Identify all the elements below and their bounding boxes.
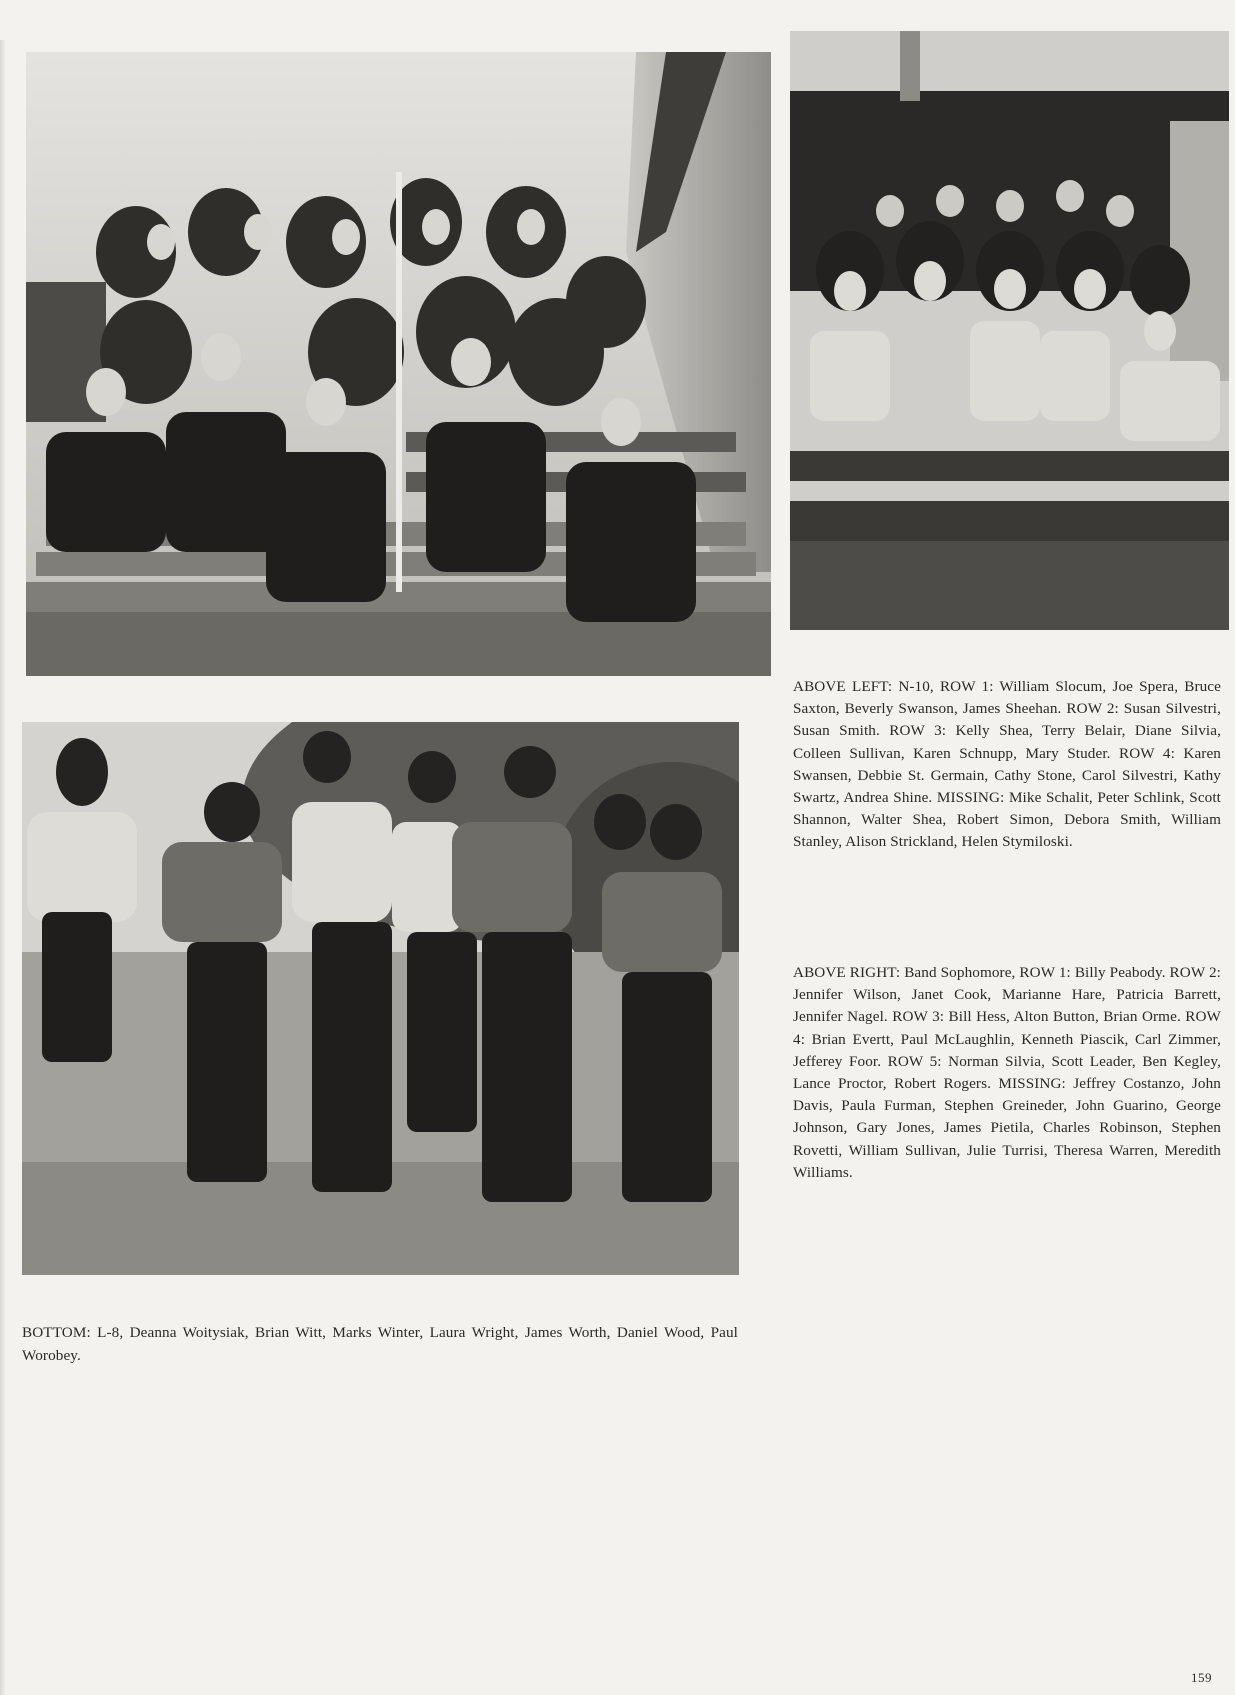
photo-band-bleachers-image (790, 31, 1229, 630)
caption-above-left: ABOVE LEFT: N-10, ROW 1: William Slocum, Joe Spera, Bruce Saxton, Beverly Swanson, James Sheehan. ROW 2: Susan Silvestri, Susan Smith. ROW 3: Kelly Shea, Terry Belair, Diane Silvia, Colleen Sullivan, Karen Schnupp, Mary Studer. ROW 4: Karen Swansen, Debbie St. Germain, Cathy Stone, Carol Silvestri, Kathy Swartz, Andrea Shine. MISSING: Mike Schalit, Peter Schlink, Scott Shannon, Walter Shea, Robert Simon, Debora Smith, William Stanley, Alison Strickland, Helen Stymiloski. (793, 678, 1221, 851)
photo-group-wall (22, 722, 739, 1275)
photo-group-wall-image (22, 722, 739, 1275)
photo-group-steps-image (26, 52, 771, 676)
page-binding-shadow (0, 40, 6, 1695)
photo-group-steps (26, 52, 771, 676)
page-number: 159 (1191, 1670, 1212, 1685)
caption-bottom: BOTTOM: L-8, Deanna Woitysiak, Brian Witt, Marks Winter, Laura Wright, James Worth, Daniel Wood, Paul Worobey. (22, 1324, 738, 1364)
caption-above-right: ABOVE RIGHT: Band Sophomore, ROW 1: Billy Peabody. ROW 2: Jennifer Wilson, Janet Cook, Marianne Hare, Patricia Barrett, Jennifer Nagel. ROW 3: Bill Hess, Alton Button, Brian Orme. ROW 4: Brian Evertt, Paul McLaughlin, Kenneth Piascik, Carl Zimmer, Jefferey Foor. ROW 5: Norman Silvia, Scott Leader, Ben Kegley, Lance Proctor, Robert Rogers. MISSING: Jeffrey Costanzo, John Davis, Paula Furman, Stephen Greineder, John Guarino, George Johnson, Gary Jones, James Pietila, Charles Robinson, Stephen Rovetti, William Sullivan, Julie Turrisi, Theresa Warren, Meredith Williams. (793, 964, 1221, 1181)
photo-band-bleachers (790, 31, 1229, 630)
